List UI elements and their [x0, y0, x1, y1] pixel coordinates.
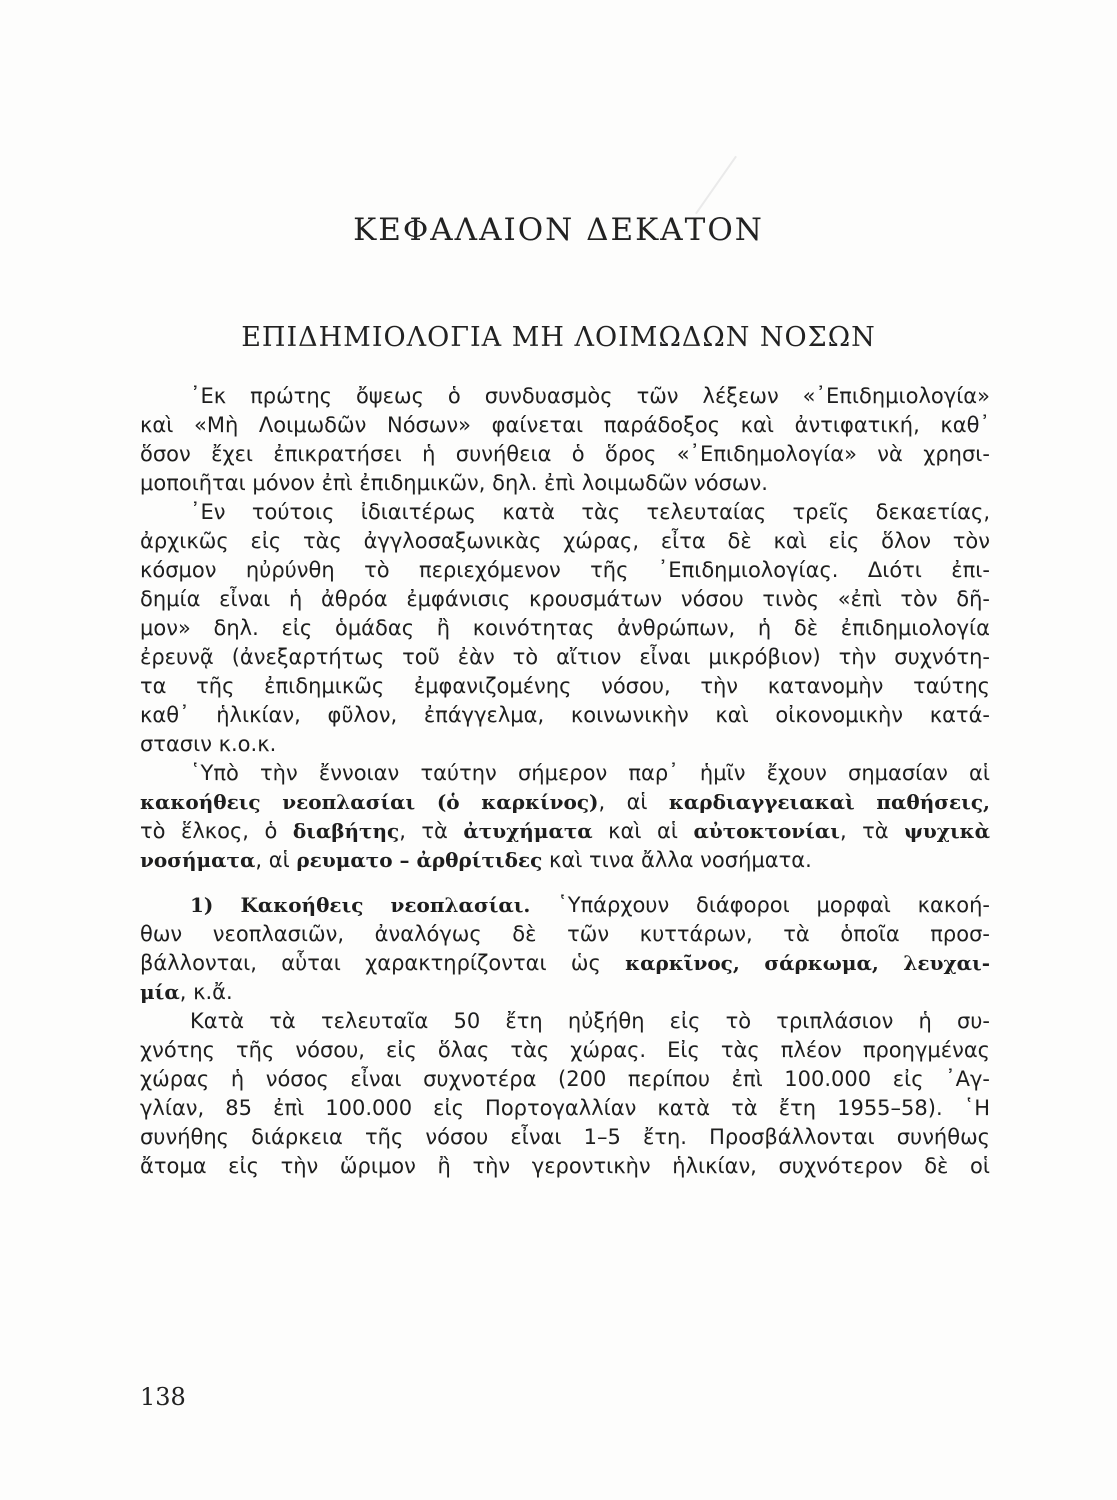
bold-term: αὐτοκτονίαι	[693, 819, 840, 843]
text-run: , τὰ	[399, 819, 464, 843]
text-run: βάλλονται, αὗται χαρακτηρίζονται ὡς	[140, 951, 626, 975]
paragraph-4	[140, 891, 990, 1007]
text-line: ἐρευνᾷ (ἀνεξαρτήτως τοῦ ἐὰν τὸ αἴτιον εἶναι μικρόβιον) τὴν συχνότη-	[140, 645, 990, 669]
chapter-title: ΚΕΦΑΛΑΙΟΝ ΔΕΚΑΤΟΝ	[353, 212, 764, 248]
bold-term: μία	[140, 980, 180, 1004]
paragraph-gap	[140, 875, 990, 891]
text-line: τα τῆς ἐπιδημικῶς ἐμφανιζομένης νόσου, τὴν κατανομὴν ταύτης	[140, 674, 990, 698]
subsection-heading: 1) Κακοήθεις νεοπλασίαι.	[190, 893, 531, 917]
text-run: , κ.ἄ.	[179, 980, 233, 1004]
text-run: , τὰ	[839, 819, 905, 843]
text-run: ῾Υπάρχουν διάφοροι μορφαὶ κακοή-	[530, 893, 990, 917]
text-line: μοποιῆται μόνον ἐπὶ ἐπιδημικῶν, δηλ. ἐπὶ λοιμωδῶν νόσων.	[140, 471, 768, 495]
text-line: ἀρχικῶς εἰς τὰς ἀγγλοσαξωνικὰς χώρας, εἶτα δὲ καὶ εἰς ὅλον τὸν	[140, 529, 990, 553]
text-line	[140, 949, 990, 978]
bold-term: διαβήτης	[292, 819, 400, 843]
bold-term: κακοήθεις νεοπλασίαι (ὁ καρκίνος)	[140, 790, 599, 814]
text-line: γλίαν, 85 ἐπὶ 100.000 εἰς Πορτογαλλίαν κατὰ τὰ ἔτη 1955–58). ῾Η	[140, 1096, 990, 1120]
text-line: κόσμον ηὐρύνθη τὸ περιεχόμενον τῆς ᾿Επιδημιολογίας. Διότι ἐπι-	[140, 558, 990, 582]
text-run: καὶ τινα ἄλλα νοσήματα.	[542, 848, 812, 872]
text-line: μον» δηλ. εἰς ὁμάδας ἢ κοινότητας ἀνθρώπων, ἡ δὲ ἐπιδημιολογία	[140, 616, 990, 640]
text-line: στασιν κ.ο.κ.	[140, 732, 277, 756]
bold-term: καρκῖνος, σάρκωμα, λευχαι-	[625, 951, 990, 975]
bold-term: ρευματο – ἀρθρίτιδες	[296, 848, 543, 872]
text-line: Κατὰ τὰ τελευταῖα 50 ἔτη ηὐξήθη εἰς τὸ τριπλάσιον ἡ συ-	[190, 1009, 990, 1033]
paragraph-5	[140, 1007, 990, 1181]
text-run: τὸ ἕλκος, ὁ	[140, 819, 293, 843]
text-line: ᾿Εκ πρώτης ὄψεως ὁ συνδυασμὸς τῶν λέξεων «᾿Επιδημιολογία»	[190, 384, 990, 408]
paragraph-2	[140, 498, 990, 759]
text-line: ῾Υπὸ τὴν ἔννοιαν ταύτην σήμερον παρ᾿ ἡμῖν ἔχουν σημασίαν αἱ	[190, 761, 990, 785]
scan-mark	[695, 156, 737, 214]
text-line	[140, 788, 990, 817]
paragraph-3	[140, 759, 990, 875]
bold-term: ψυχικὰ	[904, 819, 991, 843]
text-run: , αἱ	[598, 790, 669, 814]
text-line: χνότης τῆς νόσου, εἰς ὅλας τὰς χώρας. Εἰς τὰς πλέον προηγμένας	[140, 1038, 990, 1062]
text-line: ἄτομα εἰς τὴν ὥριμον ἢ τὴν γεροντικὴν ἡλικίαν, συχνότερον δὲ οἱ	[140, 1154, 990, 1178]
text-line: θων νεοπλασιῶν, ἀναλόγως δὲ τῶν κυττάρων, τὰ ὁποῖα προσ-	[140, 922, 990, 946]
bold-term: καρδιαγγειακαὶ παθήσεις,	[668, 790, 990, 814]
text-line: καθ᾿ ἡλικίαν, φῦλον, ἐπάγγελμα, κοινωνικὴν καὶ οἰκονομικὴν κατά-	[140, 703, 990, 727]
bold-term: ἀτυχήματα	[463, 819, 593, 843]
text-run: καὶ αἱ	[592, 819, 694, 843]
text-line: χώρας ἡ νόσος εἶναι συχνοτέρα (200 περίπου ἐπὶ 100.000 εἰς ᾿Αγ-	[140, 1067, 990, 1091]
text-line: δημία εἶναι ἡ ἀθρόα ἐμφάνισις κρουσμάτων νόσου τινὸς «ἐπὶ τὸν δῆ-	[140, 587, 990, 611]
text-line	[140, 846, 990, 875]
body-text	[140, 382, 990, 1181]
text-run: , αἱ	[255, 848, 297, 872]
page-number: 138	[140, 1383, 186, 1411]
text-line	[140, 817, 990, 846]
text-line: ὅσον ἔχει ἐπικρατήσει ἡ συνήθεια ὁ ὅρος «᾿Επιδημολογία» νὰ χρησι-	[140, 442, 990, 466]
section-title: ΕΠΙΔΗΜΙΟΛΟΓΙΑ ΜΗ ΛΟΙΜΩΔΩΝ ΝΟΣΩΝ	[241, 322, 876, 353]
text-line	[140, 891, 990, 920]
text-line: καὶ «Μὴ Λοιμωδῶν Νόσων» φαίνεται παράδοξος καὶ ἀντιφατική, καθ᾿	[140, 413, 990, 437]
text-line: ᾿Εν τούτοις ἰδιαιτέρως κατὰ τὰς τελευταίας τρεῖς δεκαετίας,	[190, 500, 990, 524]
text-line: συνήθης διάρκεια τῆς νόσου εἶναι 1–5 ἔτη. Προσβάλλονται συνήθως	[140, 1125, 990, 1149]
paragraph-1	[140, 382, 990, 498]
bold-term: νοσήματα	[140, 848, 256, 872]
text-line	[140, 978, 990, 1007]
